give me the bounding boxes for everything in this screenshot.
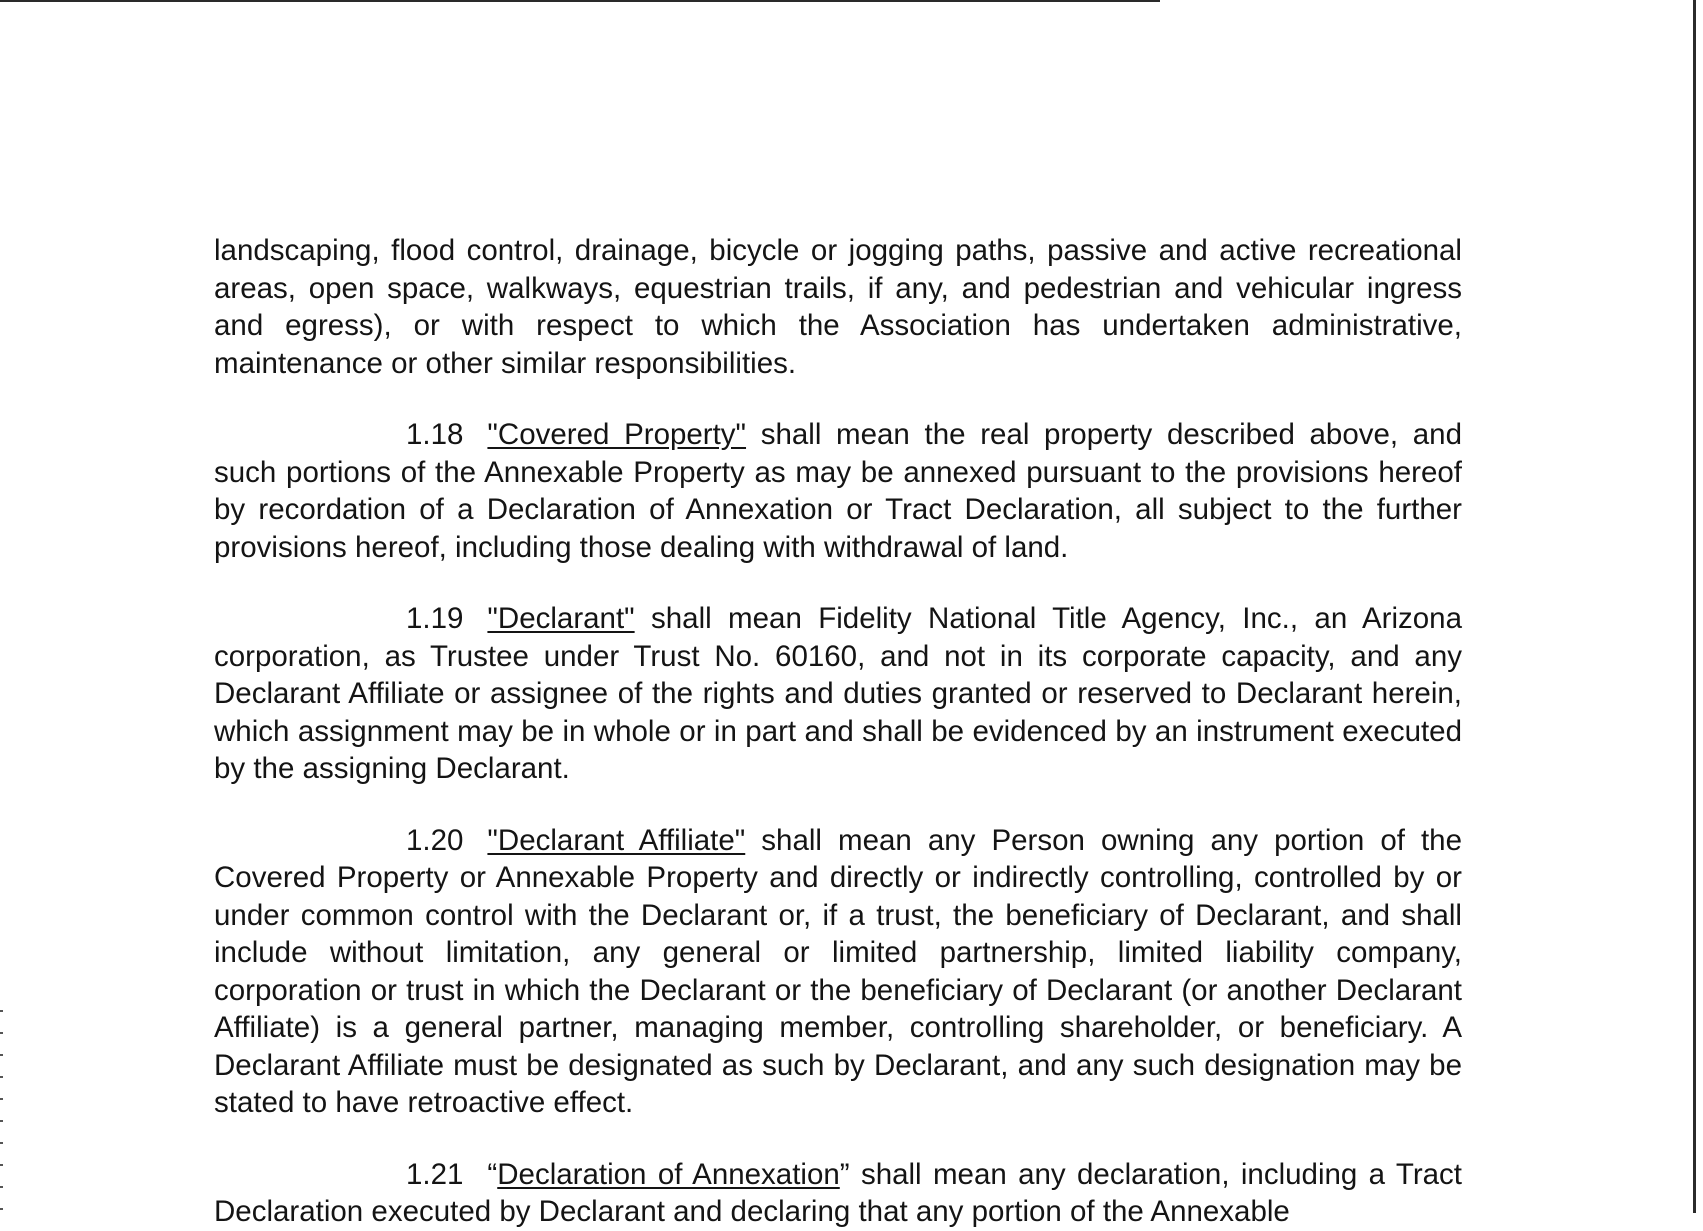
defined-term: Declaration of Annexation xyxy=(497,1157,840,1191)
section-1-18 xyxy=(214,416,1462,566)
definition-text: shall mean any declaration, including a Tract Declaration executed by Declarant and declaring that any portion of the Annexable xyxy=(214,1157,1462,1228)
defined-term: "Declarant Affiliate" xyxy=(487,823,746,857)
section-1-19 xyxy=(214,600,1462,788)
close-quote: ” xyxy=(839,1157,850,1191)
paragraph-continuation xyxy=(214,232,1462,382)
section-number: 1.19 xyxy=(406,602,464,635)
section-number: 1.20 xyxy=(406,823,464,857)
open-quote: “ xyxy=(487,1157,498,1191)
definition-text: shall mean Fidelity National Title Agency, Inc., an Arizona corporation, as Trustee under Trust No. 60160, and not in its corporate capacity, and any Declarant Affiliate or assignee of the rights and duties granted or reserved to Declarant herein, which assignment may be in whole or in part and shall be evidenced by an instrument executed by the assigning Declarant. xyxy=(214,602,1462,785)
definition-text: shall mean the real property described above, and such portions of the Annexable Property as may be annexed pursuant to the provisions hereof by recordation of a Declaration of Annexation or Tract Declaration, all subject to the further provisions hereof, including those dealing with withdrawal of land. xyxy=(214,418,1462,564)
document-body xyxy=(214,232,1462,1231)
section-1-21 xyxy=(214,1156,1462,1231)
definition-text: shall mean any Person owning any portion of the Covered Property or Annexable Property and directly or indirectly controlling, controlled by or under common control with the Declarant or, if a trust, the beneficiary of Declarant, and shall include without limitation, any general or limited partnership, limited liability company, corporation or trust in which the Declarant or the beneficiary of Declarant (or another Declarant Affiliate) is a general partner, managing member, controlling shareholder, or beneficiary. A Declarant Affiliate must be designated as such by Declarant, and any such designation may be stated to have retroactive effect. xyxy=(214,823,1462,1119)
section-number: 1.21 xyxy=(406,1157,464,1191)
section-1-20 xyxy=(214,822,1462,1122)
right-page-edge xyxy=(1693,0,1696,1213)
left-scan-marks xyxy=(0,1010,3,1210)
section-number: 1.18 xyxy=(406,418,464,451)
paragraph-text: landscaping, flood control, drainage, bicycle or jogging paths, passive and active recreational areas, open space, walkways, equestrian trails, if any, and pedestrian and vehicular ingress and egress), or with respect to which the Association has undertaken administrative, maintenance or other similar responsibilities. xyxy=(214,234,1462,380)
defined-term: "Covered Property" xyxy=(487,418,747,451)
top-border-line xyxy=(0,0,1160,2)
defined-term: "Declarant" xyxy=(487,602,635,635)
